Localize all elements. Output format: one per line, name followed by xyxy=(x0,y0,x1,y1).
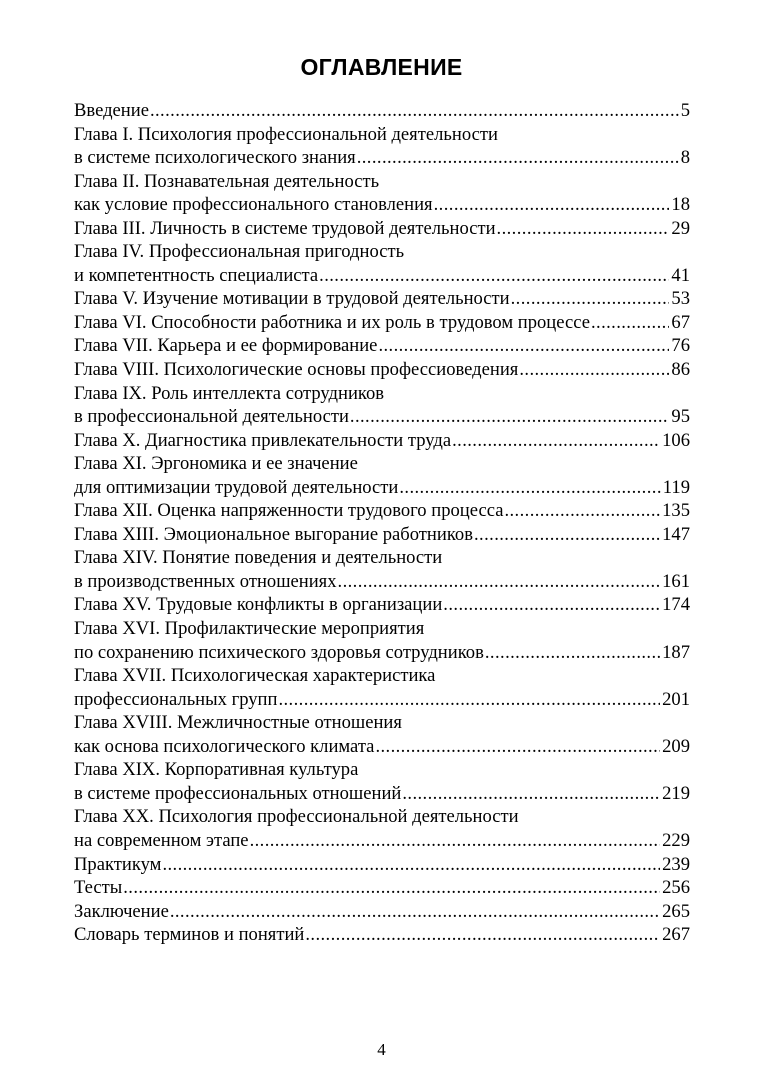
toc-entry[interactable] xyxy=(74,452,690,499)
dot-leader xyxy=(511,287,670,311)
toc-entry-leader-line xyxy=(74,593,690,617)
toc-entry-title: Глава XII. Оценка напряженности трудового процесса xyxy=(74,500,504,522)
toc-entry-title-line: Глава XI. Эргономика и ее значение xyxy=(74,453,358,475)
toc-entry[interactable] xyxy=(74,523,690,547)
toc-entry-title: и компетентность специалиста xyxy=(74,264,319,286)
toc-entry[interactable] xyxy=(74,123,690,170)
toc-entry[interactable] xyxy=(74,664,690,711)
toc-entry-title: Глава VIII. Психологические основы профессиоведения xyxy=(74,359,519,381)
toc-entry-leader-line xyxy=(74,193,690,217)
toc-entry-title-line: Глава XX. Психология профессиональной деятельности xyxy=(74,806,519,828)
toc-entry-leader-line xyxy=(74,99,690,123)
toc-entry-leader-line xyxy=(74,311,690,335)
toc-entry-title-line: Глава XIX. Корпоративная культура xyxy=(74,759,359,781)
toc-entry[interactable] xyxy=(74,170,690,217)
dot-leader xyxy=(474,523,660,547)
toc-entry[interactable] xyxy=(74,923,690,947)
toc-entry-leader-line xyxy=(74,829,690,853)
toc-entry[interactable] xyxy=(74,382,690,429)
toc-entry-page: 86 xyxy=(671,359,690,381)
toc-entry[interactable] xyxy=(74,99,690,123)
toc-entry-leader-line xyxy=(74,876,690,900)
toc-entry-title: как основа психологического климата xyxy=(74,735,375,757)
dot-leader xyxy=(338,570,661,594)
toc-entry-title: Глава V. Изучение мотивации в трудовой деятельности xyxy=(74,288,510,310)
toc-entry-page: 219 xyxy=(662,782,690,804)
toc-entry-leader-line xyxy=(74,900,690,924)
toc-entry[interactable] xyxy=(74,546,690,593)
toc-entry-title: Глава VI. Способности работника и их роль в трудовом процессе xyxy=(74,311,590,333)
dot-leader xyxy=(443,593,660,617)
toc-entry[interactable] xyxy=(74,853,690,877)
dot-leader xyxy=(497,217,670,241)
toc-entry-page: 239 xyxy=(662,853,690,875)
dot-leader xyxy=(350,405,670,429)
toc-entry-title: в системе профессиональных отношений xyxy=(74,782,402,804)
toc-entry-title: по сохранению психического здоровья сотрудников xyxy=(74,641,484,663)
toc-entry-title-line: Глава XVIII. Межличностные отношения xyxy=(74,712,402,734)
toc-entry-leader-line xyxy=(74,217,690,241)
dot-leader xyxy=(485,641,660,665)
toc-entry-title: для оптимизации трудовой деятельности xyxy=(74,476,399,498)
page-number: 4 xyxy=(377,1040,386,1059)
dot-leader xyxy=(305,923,660,947)
toc-entry-page: 119 xyxy=(662,476,690,498)
toc-entry-page: 201 xyxy=(662,688,690,710)
dot-leader xyxy=(375,735,660,759)
toc-entry-page: 229 xyxy=(662,829,690,851)
toc-entry-title-line: Глава II. Познавательная деятельность xyxy=(74,170,380,192)
toc-entry-title: на современном этапе xyxy=(74,829,249,851)
toc-entry[interactable] xyxy=(74,217,690,241)
toc-entry-page: 95 xyxy=(671,406,690,428)
toc-entry-title-line: Глава IX. Роль интеллекта сотрудников xyxy=(74,382,385,404)
toc-entry-title: Глава XV. Трудовые конфликты в организации xyxy=(74,594,443,616)
toc-entry-title-line: Глава XVII. Психологическая характеристика xyxy=(74,665,436,687)
toc-entry-title: Тесты xyxy=(74,877,123,899)
toc-entry-leader-line xyxy=(74,923,690,947)
toc-entry-page: 209 xyxy=(662,735,690,757)
toc-entry-title: Практикум xyxy=(74,853,162,875)
toc-entry-page: 174 xyxy=(662,594,690,616)
dot-leader xyxy=(150,99,679,123)
dot-leader xyxy=(402,782,660,806)
toc-entry-leader-line xyxy=(74,287,690,311)
toc-entry-page: 267 xyxy=(662,924,690,946)
toc-entry-page: 18 xyxy=(671,194,690,216)
toc-entry-leader-line xyxy=(74,429,690,453)
toc-entry-page: 106 xyxy=(662,429,690,451)
toc-entry[interactable] xyxy=(74,617,690,664)
toc-entry[interactable] xyxy=(74,429,690,453)
toc-entry-title-line: Глава IV. Профессиональная пригодность xyxy=(74,241,405,263)
dot-leader xyxy=(378,334,669,358)
table-of-contents xyxy=(74,99,690,947)
toc-entry-page: 67 xyxy=(671,311,690,333)
toc-entry-page: 161 xyxy=(662,570,690,592)
dot-leader xyxy=(357,146,679,170)
toc-entry-title: как условие профессионального становления xyxy=(74,194,433,216)
toc-entry-page: 41 xyxy=(671,264,690,286)
toc-entry[interactable] xyxy=(74,311,690,335)
toc-entry-leader-line xyxy=(74,735,690,759)
dot-leader xyxy=(170,900,660,924)
toc-entry-title: профессиональных групп xyxy=(74,688,278,710)
toc-entry-leader-line xyxy=(74,641,690,665)
toc-entry-title-line: Глава XIV. Понятие поведения и деятельности xyxy=(74,547,443,569)
toc-entry-leader-line xyxy=(74,358,690,382)
toc-entry-leader-line xyxy=(74,476,690,500)
dot-leader xyxy=(519,358,669,382)
toc-entry-page: 76 xyxy=(671,335,690,357)
toc-entry-leader-line xyxy=(74,146,690,170)
toc-entry-leader-line xyxy=(74,570,690,594)
toc-entry[interactable] xyxy=(74,287,690,311)
toc-entry-page: 147 xyxy=(662,523,690,545)
dot-leader xyxy=(319,264,669,288)
toc-entry[interactable] xyxy=(74,358,690,382)
dot-leader xyxy=(452,429,660,453)
toc-entry[interactable] xyxy=(74,711,690,758)
toc-entry-title: Глава III. Личность в системе трудовой деятельности xyxy=(74,217,496,239)
toc-entry-title-line: Глава XVI. Профилактические мероприятия xyxy=(74,618,425,640)
toc-entry-leader-line xyxy=(74,405,690,429)
toc-entry-title: в системе психологического знания xyxy=(74,147,356,169)
dot-leader xyxy=(162,853,660,877)
toc-entry[interactable] xyxy=(74,876,690,900)
dot-leader xyxy=(123,876,660,900)
toc-entry-title: Глава VII. Карьера и ее формирование xyxy=(74,335,378,357)
toc-entry-leader-line xyxy=(74,688,690,712)
toc-entry-page: 5 xyxy=(680,100,690,121)
toc-entry[interactable] xyxy=(74,499,690,523)
toc-entry[interactable] xyxy=(74,593,690,617)
dot-leader xyxy=(278,688,660,712)
toc-entry-title: Заключение xyxy=(74,900,169,922)
toc-entry[interactable] xyxy=(74,758,690,805)
toc-entry-leader-line xyxy=(74,782,690,806)
toc-entry-page: 53 xyxy=(671,288,690,310)
toc-entry-page: 187 xyxy=(662,641,690,663)
toc-entry-page: 29 xyxy=(671,217,690,239)
toc-entry-leader-line xyxy=(74,264,690,288)
toc-entry[interactable] xyxy=(74,805,690,852)
toc-entry-page: 135 xyxy=(662,500,690,522)
toc-entry-leader-line xyxy=(74,499,690,523)
toc-entry-title: в производственных отношениях xyxy=(74,570,337,592)
dot-leader xyxy=(504,499,660,523)
toc-entry-page: 265 xyxy=(662,900,690,922)
dot-leader xyxy=(434,193,670,217)
toc-entry-title: Словарь терминов и понятий xyxy=(74,924,305,946)
toc-entry-page: 8 xyxy=(680,147,690,169)
toc-entry-page: 256 xyxy=(662,877,690,899)
dot-leader xyxy=(591,311,669,335)
page-title: ОГЛАВЛЕНИЕ xyxy=(300,54,463,80)
toc-entry[interactable] xyxy=(74,240,690,287)
toc-entry-title-line: Глава I. Психология профессиональной деятельности xyxy=(74,123,498,145)
toc-entry[interactable] xyxy=(74,334,690,358)
dot-leader xyxy=(250,829,661,853)
toc-entry-title: в профессиональной деятельности xyxy=(74,406,349,428)
toc-entry-title: Глава XIII. Эмоциональное выгорание работников xyxy=(74,523,473,545)
toc-entry-title: Введение xyxy=(74,100,149,121)
toc-entry-leader-line xyxy=(74,334,690,358)
dot-leader xyxy=(399,476,660,500)
toc-entry[interactable] xyxy=(74,900,690,924)
toc-entry-leader-line xyxy=(74,523,690,547)
toc-entry-leader-line xyxy=(74,853,690,877)
toc-entry-title: Глава X. Диагностика привлекательности труда xyxy=(74,429,452,451)
